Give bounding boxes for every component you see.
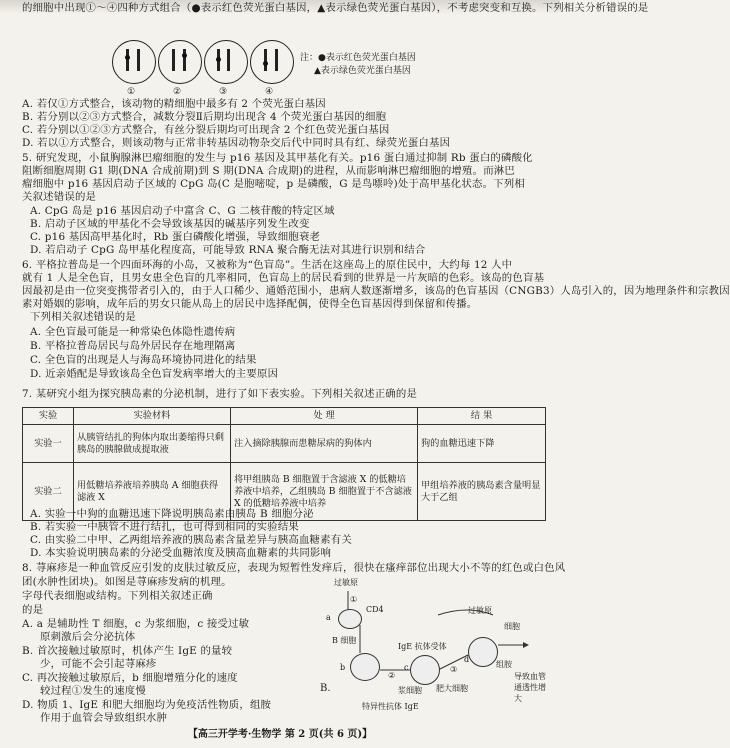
q4-option-d: D. 若以①方式整合，则该动物与正常非转基因动物杂交后代中同时具有红、绿荧光蛋白基因 xyxy=(22,137,451,149)
cell-a xyxy=(338,609,362,629)
q6-option-d: D. 近亲婚配是导致该岛全色盲发病率增大的主要原因 xyxy=(30,368,279,380)
label-b: b xyxy=(340,663,346,672)
label-b-cell: B 细胞 xyxy=(332,636,357,645)
cell-b xyxy=(350,653,380,681)
q8-stem-2: 团(水肿性团块)。如图是荨麻疹发病的机理。 xyxy=(22,576,232,588)
label-a: a xyxy=(326,613,331,622)
cell-c xyxy=(410,655,440,685)
label-mast: 肥大细胞 xyxy=(436,684,468,693)
label-histamine: 组胺 xyxy=(496,660,512,669)
label-c: c xyxy=(404,663,409,672)
cell-2 xyxy=(158,40,202,97)
q4-stem: 的细胞中出现①～④四种方式组合（●表示红色荧光蛋白基因，▲表示绿色荧光蛋白基因），不考虑突变和互换。下列相关分析错误的是 xyxy=(22,2,649,14)
label-ige: 特异性抗体 IgE xyxy=(362,702,419,711)
q8-stem-4: 的是 xyxy=(22,604,44,616)
q7-stem: 7. 某研究小组为探究胰岛素的分泌机制，进行了如下表实验。下列相关叙述正确的是 xyxy=(22,388,418,400)
cell-3 xyxy=(204,40,248,97)
q7-option-d: D. 本实验说明胰岛素的分泌受血糖浓度及胰高血糖素的共同影响 xyxy=(30,547,332,559)
q8-stem-1: 8. 荨麻疹是一种血管反应引发的皮肤过敏反应，表现为短暂性发痒后，很快在瘙痒部位出现大小不等的红色或白色风 xyxy=(22,562,566,574)
table-cell: 实验一 xyxy=(23,425,74,463)
table-header: 处 理 xyxy=(231,408,418,425)
q8-option-b-2: 少，可能不会引起荨麻疹 xyxy=(40,658,157,670)
label-step2: ② xyxy=(388,671,396,680)
label-step1: ① xyxy=(350,595,358,604)
table-header: 结 果 xyxy=(418,408,546,425)
q5-option-d: D. 若启动子 CpG 岛甲基化程度高，可能导致 RNA 聚合酶无法对其进行识别和结合 xyxy=(30,244,426,256)
table-cell: 甲组培养液的胰岛素含量明显大于乙组 xyxy=(418,463,546,521)
label-ige-receptor: IgE 抗体受体 xyxy=(398,642,447,651)
label-d: d xyxy=(464,655,470,664)
label-mark-b: B. xyxy=(320,683,331,694)
cell-caption: ① xyxy=(127,87,136,97)
table-row xyxy=(23,425,546,463)
q8-option-b-1: B. 首次接触过敏原时，机体产生 IgE 的量较 xyxy=(22,645,233,657)
q6-stem-1: 6. 平格拉普岛是一个四面环海的小岛，又被称为“色盲岛”。生活在这座岛上的原住民中，大约每 12 人中 xyxy=(22,259,513,271)
q6-stem-3: 因最初是由一位突变携带者引入的，由于人口稀少、通婚范围小，患病人数逐渐增多，该岛的色盲基因（CNGB3）人岛引入的，因为地理条件和宗教因 xyxy=(22,285,730,297)
cell-4 xyxy=(250,40,294,97)
q5-option-c: C. p16 基因高甲基化时，Rb 蛋白磷酸化增强，导致细胞衰老 xyxy=(30,231,321,243)
q8-option-c-1: C. 再次接触过敏原后，b 细胞增殖分化的速度 xyxy=(22,672,238,684)
q8-option-d-2: 作用于血管会导致组织水肿 xyxy=(40,712,168,724)
q5-option-a: A. CpG 岛是 p16 基因启动子中富含 C、G 二核苷酸的特定区域 xyxy=(30,205,335,217)
q8-option-a-2: 原刺激后会分泌抗体 xyxy=(40,631,136,643)
q8-option-c-2: 较过程①发生的速度慢 xyxy=(40,685,146,697)
q5-option-b: B. 启动子区域的甲基化不会导致该基因的碱基序列发生改变 xyxy=(30,218,310,230)
cell-caption: ④ xyxy=(265,87,274,97)
q6-option-b: B. 平格拉普岛居民与岛外居民存在地理隔离 xyxy=(30,340,236,352)
legend-red: 注：●表示红色荧光蛋白基因 xyxy=(300,53,416,63)
q4-option-a: A. 若仅①方式整合，该动物的精细胞中最多有 2 个荧光蛋白基因 xyxy=(22,98,326,110)
legend-green: ▲表示绿色荧光蛋白基因 xyxy=(314,66,411,76)
table-cell: 狗的血糖迅速下降 xyxy=(418,425,546,463)
cell-caption: ② xyxy=(173,87,182,97)
table-header: 实验 xyxy=(23,408,74,425)
experiment-table xyxy=(22,407,546,521)
table-cell: 注入摘除胰腺而患糖尿病的狗体内 xyxy=(231,425,418,463)
q5-stem-2: 阻断细胞周期 G1 期(DNA 合成前期)到 S 期(DNA 合成期)的进程，从而影响淋巴瘤细胞的增殖。而淋巴 xyxy=(22,165,515,177)
table-cell: 实验二 xyxy=(23,463,74,521)
mast-cell xyxy=(468,637,498,667)
label-plasma: 浆细胞 xyxy=(398,686,422,695)
q6-stem-2: 就有 1 人是全色盲，且男女患全色盲的几率相同，色盲岛上的居民看到的世界是一片灰暗的色彩。该岛的色盲基 xyxy=(22,272,545,284)
label-allergen-right: 过敏原 xyxy=(468,606,492,615)
q6-option-c: C. 全色盲的出现是人与海岛环境协同进化的结果 xyxy=(30,354,257,366)
table-header: 实验材料 xyxy=(74,408,231,425)
gene-legend xyxy=(300,52,416,78)
q8-stem-3: 字母代表细胞或结构。下列相关叙述正确 xyxy=(22,590,213,602)
table-cell: 将甲组胰岛 B 细胞置于含滤液 X 的低糖培养液中培养，乙组胰岛 B 细胞置于不含滤液 X 的低糖培养液中培养 xyxy=(231,463,418,521)
cell-caption: ③ xyxy=(219,87,228,97)
urticaria-mechanism-diagram xyxy=(318,575,546,715)
q8-option-d-1: D. 物质 1、IgE 和肥大细胞均为免疫活性物质，组胺 xyxy=(22,699,272,711)
q7-option-b: B. 若实验一中胰管不进行结扎，也可得到相同的实验结果 xyxy=(30,521,300,533)
q4-option-b: B. 若分别以②③方式整合，减数分裂Ⅱ后期均出现含 4 个荧光蛋白基因的细胞 xyxy=(22,111,387,123)
q6-stem-4: 素对婚姻的影响，成年后的男女只能从岛上的居民中选择配偶，使得全色盲基因得到保留和传播。 xyxy=(22,298,478,310)
q7-option-a: A. 实验一中狗的血糖迅速下降说明胰岛素由胰岛 B 细胞分泌 xyxy=(30,508,314,520)
label-allergen-top: 过敏原 xyxy=(334,578,358,587)
label-cd4: CD4 xyxy=(366,605,384,614)
label-vessel: 导致血管通透性增大 xyxy=(514,672,546,703)
q8-option-a-1: A. a 是辅助性 T 细胞，c 为浆细胞，c 接受过敏 xyxy=(22,618,250,630)
page-footer: 【高三开学考·生物学 第 2 页(共 6 页)】 xyxy=(187,729,373,740)
q4-option-c: C. 若分别以①②③方式整合，有丝分裂后期均可出现含 2 个红色荧光蛋白基因 xyxy=(22,124,390,136)
q5-stem-3: 瘤细胞中 p16 基因启动子区域的 CpG 岛(C 是胞嘧啶，p 是磷酸，G 是鸟嘌呤)处于高甲基化状态。下列相 xyxy=(22,178,525,190)
chromosome-diagram xyxy=(112,38,292,97)
q7-option-c: C. 由实验二中甲、乙两组培养液的胰岛素含量差异与胰高血糖素有关 xyxy=(30,534,352,546)
table-cell: 用低糖培养液培养胰岛 A 细胞获得滤液 X xyxy=(74,463,231,521)
label-step3: ③ xyxy=(450,665,458,674)
label-cell: 细胞 xyxy=(504,622,520,631)
q6-option-a: A. 全色盲最可能是一种常染色体隐性遗传病 xyxy=(30,326,236,338)
cell-1 xyxy=(112,40,156,97)
q6-stem-5: 下列相关叙述错误的是 xyxy=(30,311,136,323)
q5-stem-4: 关叙述错误的是 xyxy=(22,191,97,203)
q5-stem-1: 5. 研究发现，小鼠胸腺淋巴瘤细胞的发生与 p16 基因及其甲基化有关。p16 蛋白通过抑制 Rb 蛋白的磷酸化 xyxy=(22,152,533,164)
table-cell: 从胰管结扎的狗体内取出萎缩得只剩胰岛的胰腺做成提取液 xyxy=(74,425,231,463)
